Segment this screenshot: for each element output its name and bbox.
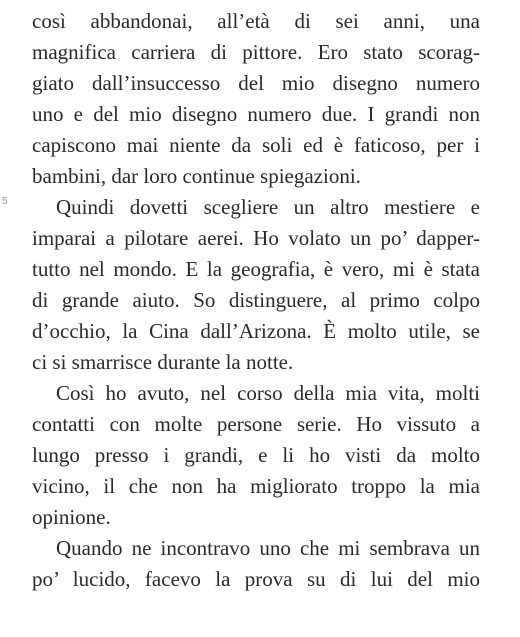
text-line: d’occhio, la Cina dall’Arizona. È molto utile, se (32, 319, 480, 343)
line-number-marker: 5 (2, 196, 8, 207)
text-line: uno e del mio disegno numero due. I grandi non (32, 102, 480, 126)
text-line: di grande aiuto. So distinguere, al primo colpo (32, 288, 480, 312)
text-line: Quindi dovetti scegliere un altro mestiere e (56, 195, 480, 219)
text-line: lungo presso i grandi, e li ho visti da molto (32, 443, 480, 467)
text-line: Quando ne incontravo uno che mi sembrava un (56, 536, 480, 560)
text-line: opinione. (32, 505, 111, 529)
text-line: magnifica carriera di pittore. Ero stato scorag- (32, 40, 480, 64)
paragraph-2 (32, 192, 480, 378)
text-line: giato dall’insuccesso del mio disegno numero (32, 71, 480, 95)
text-line: capiscono mai niente da soli ed è faticoso, per i (32, 133, 480, 157)
text-line: po’ lucido, facevo la prova su di lui del mio (32, 567, 480, 591)
text-line: imparai a pilotare aerei. Ho volato un po’ dapper- (32, 226, 480, 250)
text-line: bambini, dar loro continue spiegazioni. (32, 164, 361, 188)
text-line: vicino, il che non ha migliorato troppo la mia (32, 474, 480, 498)
book-page-text (32, 6, 480, 595)
text-line: ci si smarrisce durante la notte. (32, 350, 294, 374)
text-line: tutto nel mondo. E la geografia, è vero, mi è stata (32, 257, 480, 281)
text-line: contatti con molte persone serie. Ho vissuto a (32, 412, 480, 436)
paragraph-1 (32, 6, 480, 192)
text-line: Così ho avuto, nel corso della mia vita, molti (56, 381, 480, 405)
paragraph-4 (32, 533, 480, 595)
text-line: così abbandonai, all’età di sei anni, una (32, 9, 480, 33)
paragraph-3 (32, 378, 480, 533)
